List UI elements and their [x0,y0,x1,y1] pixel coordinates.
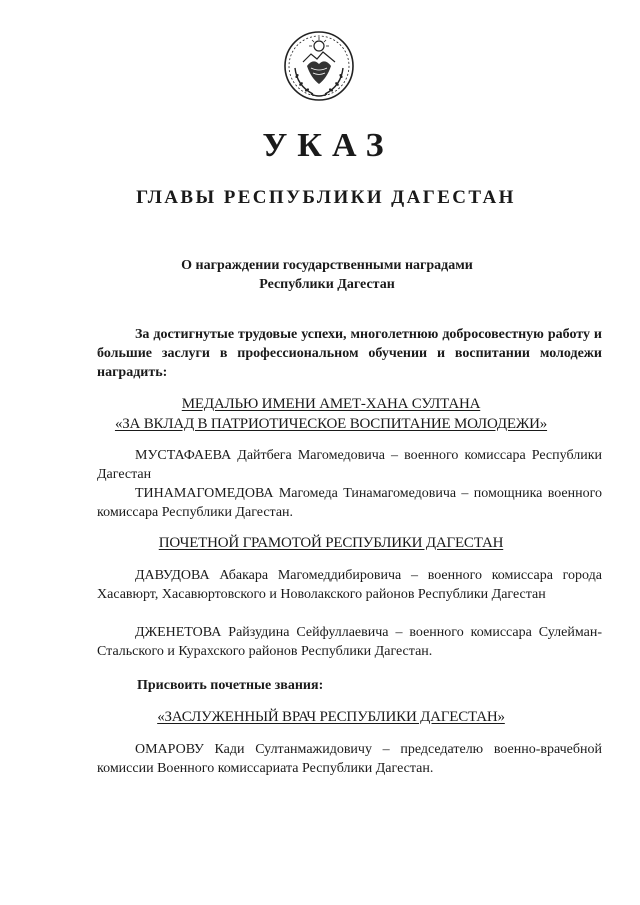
recipient-dzhenetov: ДЖЕНЕТОВА Райзудина Сейфуллаевича – военного комиссара Сулейман-Стальского и Курахского районов Республики Дагестан. [97,625,602,659]
award-honored-doctor: «ЗАСЛУЖЕННЫЙ ВРАЧ РЕСПУБЛИКИ ДАГЕСТАН» [157,709,505,725]
titles-heading: Присвоить почетные звания: [137,678,324,693]
recipient-davudov: ДАВУДОВА Абакара Магомеддибировича – военного комиссара города Хасавюрт, Хасавюртовского и Новолакского районов Республики Дагестан [97,568,602,602]
award-medal-line-1: МЕДАЛЬЮ ИМЕНИ АМЕТ-ХАНА СУЛТАНА [181,396,481,412]
recipient-tinamagomedov: ТИНАМАГОМЕДОВА Магомеда Тинамагомедовича – помощника военного комиссара Республики Дагестан. [97,486,602,520]
recipient-mustafaev: МУСТАФАЕВА Дайтбега Магомедовича – военного комиссара Республики Дагестан [97,448,602,482]
award-medal-line-2: «ЗА ВКЛАД В ПАТРИОТИЧЕСКОЕ ВОСПИТАНИЕ МОЛОДЕЖИ» [114,416,548,432]
award-medal [0,394,640,434]
decree-title: УКАЗ [262,127,394,164]
decree-subject [0,256,640,294]
coat-of-arms-emblem-icon [281,28,357,104]
decree-subtitle: ГЛАВЫ РЕСПУБЛИКИ ДАГЕСТАН [136,187,516,208]
intro-paragraph: За достигнутые трудовые успехи, многолетнюю добросовестную работу и большие заслуги в профессиональном обучении и воспитании молодежи наградить: [97,327,602,380]
subject-line-1: О награждении государственными наградами [181,258,473,273]
award-gramota: ПОЧЕТНОЙ ГРАМОТОЙ РЕСПУБЛИКИ ДАГЕСТАН [158,535,504,551]
subject-line-2: Республики Дагестан [259,277,395,292]
recipient-omarov: ОМАРОВУ Кади Султанмажидовичу – председателю военно-врачебной комиссии Военного комиссариата Республики Дагестан. [97,742,602,776]
